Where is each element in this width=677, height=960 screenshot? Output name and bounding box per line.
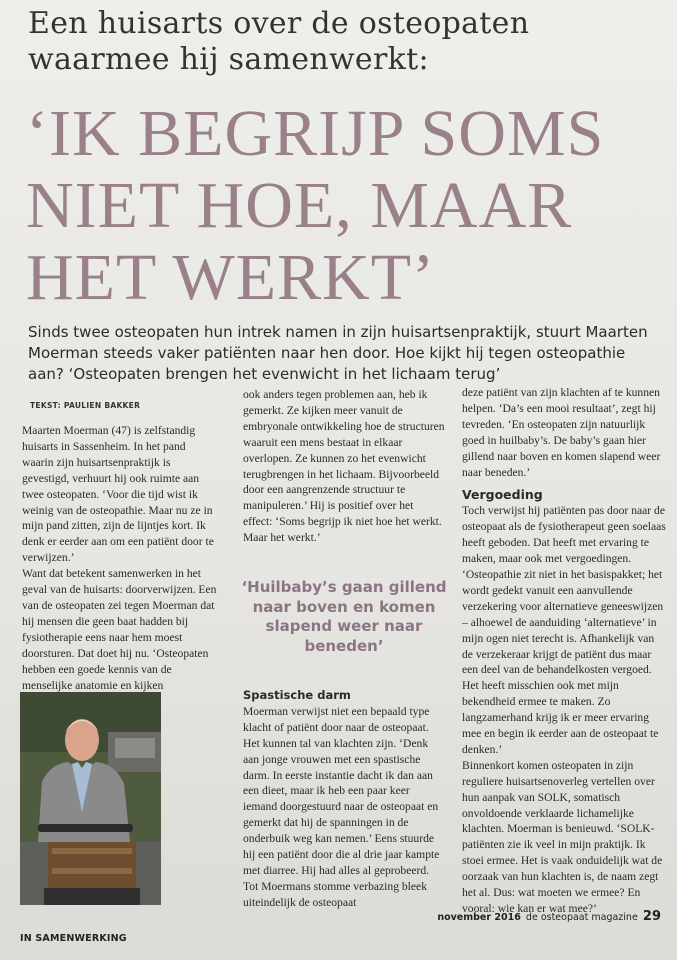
column-2 <box>243 387 445 546</box>
intro-line: Moerman steeds vaker patiënten naar hen door. Hoe kijkt hij tegen osteopathie <box>28 344 626 362</box>
section-label: IN SAMENWERKING <box>20 933 127 944</box>
body-paragraph: Moerman verwijst niet een bepaald type klacht of patiënt door naar de osteopaat. Het kunnen tal van klachten zijn. ‘Denk aan jonge vrouwen met een spastische darm. In eerste instantie dacht ik dan aan een dieet, maar ik heb een paar keer iemand doorgestuurd naar de osteopaat en gemerkt dat hij de spanningen in de onderbuik weg kan nemen.’ Eens stuurde hij een patiënt door die al drie jaar kampte met diarree. Hij had alles al geprobeerd. Tot Moermans stomme verbazing bleek uiteindelijk de osteopaat <box>243 704 440 909</box>
author-credit: TEKST: PAULIEN BAKKER <box>30 401 141 410</box>
magazine-name: de osteopaat magazine <box>525 912 638 923</box>
headline-line: ‘IK BEGRIJP SOMS <box>26 97 605 170</box>
issue-month: november 2016 <box>437 912 521 923</box>
body-paragraph: ook anders tegen problemen aan, heb ik gemerkt. Ze kijken meer vanuit de embryonale ontwikkeling hoe de structuren waaruit een mens bestaat in elkaar overlopen. Ze kunnen zo het evenwicht terugbrengen in het lichaam. Bijvoorbeeld door een aangrenzende structuur te manipuleren.’ Hij is positief over het effect: ‘Soms begrijp ik niet hoe het werkt. Maar het werkt.’ <box>243 388 445 545</box>
headline-line: HET WERKT’ <box>26 241 435 314</box>
kicker <box>28 6 648 78</box>
body-paragraph: Toch verwijst hij patiënten pas door naar de osteopaat als de fysiotherapeut geen soelaas heeft geboden. Dat heeft met ervaring te maken, maar ook met vergoedingen. ‘Osteopathie zit niet in het basispakket; het wordt gedekt vanuit een aanvullende verzekering voor alternatieve geneeswijzen – alhoewel de aanduiding ‘alternatieve’ in mijn ogen niet terecht is. Afhankelijk van de verzekeraar krijgt de patiënt dus maar een deel van de behandelkosten vergoed. Het heeft misschien ook met mijn bekendheid ermee te maken. Zo langzamerhand krijg ik er meer ervaring mee en begin ik eerder aan de osteopaat te denken.’ <box>462 504 666 756</box>
pull-quote: ‘Huilbaby’s gaan gillend naar boven en komen slapend weer naar beneden’ <box>241 578 447 655</box>
intro-paragraph <box>28 322 658 385</box>
body-paragraph: Want dat betekent samenwerken in het geval van de huisarts: doorverwijzen. Een van de osteopaten zei tegen Moerman dat hij mensen die geen baat hadden bij fysiotherapie eens naar hem moest doorsturen. Dat doet hij nu. ‘Osteopaten hebben een goede kennis van de menselijke anatomie en kijken <box>22 567 217 692</box>
intro-line: Sinds twee osteopaten hun intrek namen in zijn huisartsenpraktijk, stuurt Maarten <box>28 323 648 341</box>
kicker-line: waarmee hij samenwerkt: <box>28 42 429 77</box>
body-paragraph: deze patiënt van zijn klachten af te kunnen helpen. ‘Da’s een mooi resultaat’, zegt hij tevreden. ‘En osteopaten zijn natuurlijk goed in huilbaby’s. De baby’s gaan hier gillend naar boven en komen slapend weer naar beneden.’ <box>462 386 661 479</box>
page-footer <box>437 905 661 924</box>
headline <box>26 98 666 314</box>
body-paragraph: Binnenkort komen osteopaten in zijn reguliere huisartsenoverleg vertellen over hun aanpak van SOLK, somatisch onvoldoende verklaarde lichamelijke klachten. Moerman is benieuwd. ‘SOLK-patiënten zie ik veel in mijn praktijk. Ik stoei ermee. Het is vaak onduidelijk wat de oorzaak van hun klachten is, de naam zegt het al. Dus: wat moeten we ermee? En vooral: wie kan er wat mee?’ <box>462 758 663 915</box>
kicker-line: Een huisarts over de osteopaten <box>28 6 530 41</box>
page-number: 29 <box>642 909 661 924</box>
intro-line: aan? ‘Osteopaten brengen het evenwicht in het lichaam terug’ <box>28 365 501 383</box>
section-subheading: Spastische darm <box>243 688 351 702</box>
section-subheading: Vergoeding <box>462 487 543 503</box>
body-paragraph: Maarten Moerman (47) is zelfstandig huisarts in Sassenheim. In het pand waarin zijn huisartsenpraktijk is gevestigd, verhuurt hij ook ruimte aan twee osteopaten. ‘Voor die tijd wist ik weinig van de osteopathie. Maar nu ze in mijn pand zitten, zijn de lijntjes kort. Ik denk er eerder aan om een patiënt door te verwijzen.’ <box>22 424 214 565</box>
portrait-photo <box>20 692 161 905</box>
column-3 <box>462 385 668 917</box>
headline-line: NIET HOE, MAAR <box>26 169 573 242</box>
column-1 <box>22 423 220 693</box>
column-2-lower <box>243 688 445 911</box>
